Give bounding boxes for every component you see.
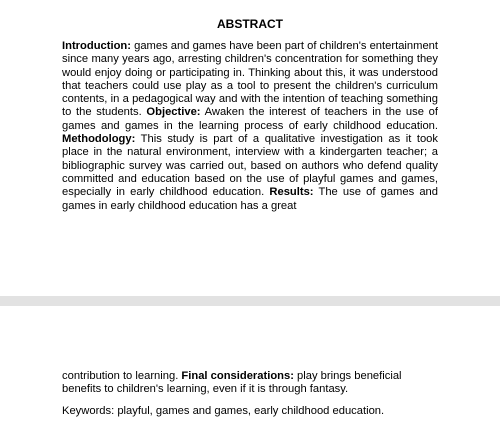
abstract-paragraph: [62, 40, 438, 213]
results-text: The use of games and games in early childhood education has a great: [62, 186, 438, 212]
methodology-label: Methodology:: [62, 133, 136, 146]
introduction-text: games and games have been part of children's entertainment since many years ago, arresting children's concentration for something they would enjoy doing or participating in. Thinking about this, it was understood that teachers could use play as a tool to present the children's curriculum contents, in a pedagogical way and with the intention of teaching something to the students.: [62, 40, 438, 119]
continuation-text: contribution to learning.: [62, 370, 182, 382]
page-separator: [0, 296, 500, 306]
methodology-text: This study is part of a qualitative investigation as it took place in the natural environment, interview with a kindergarten teacher; a bibliographic survey was carried out, based on authors who defend quality committed and education based on the use of playful games and games, especially in early childhood education.: [62, 133, 438, 199]
final-considerations-text: play brings beneficial benefits to children's learning, even if it is through fantasy.: [62, 370, 402, 396]
abstract-continuation: [62, 370, 440, 397]
objective-text: Awaken the interest of teachers in the use of games and games in the learning process of early childhood education.: [62, 106, 439, 132]
document-page-2: [0, 306, 500, 438]
introduction-label: Introduction:: [62, 40, 131, 52]
final-considerations-label: Final considerations:: [181, 370, 294, 382]
abstract-heading: ABSTRACT: [217, 17, 283, 31]
results-label: Results:: [269, 186, 314, 199]
objective-label: Objective:: [146, 106, 201, 119]
keywords-line: Keywords: playful, games and games, early childhood education.: [62, 405, 385, 417]
